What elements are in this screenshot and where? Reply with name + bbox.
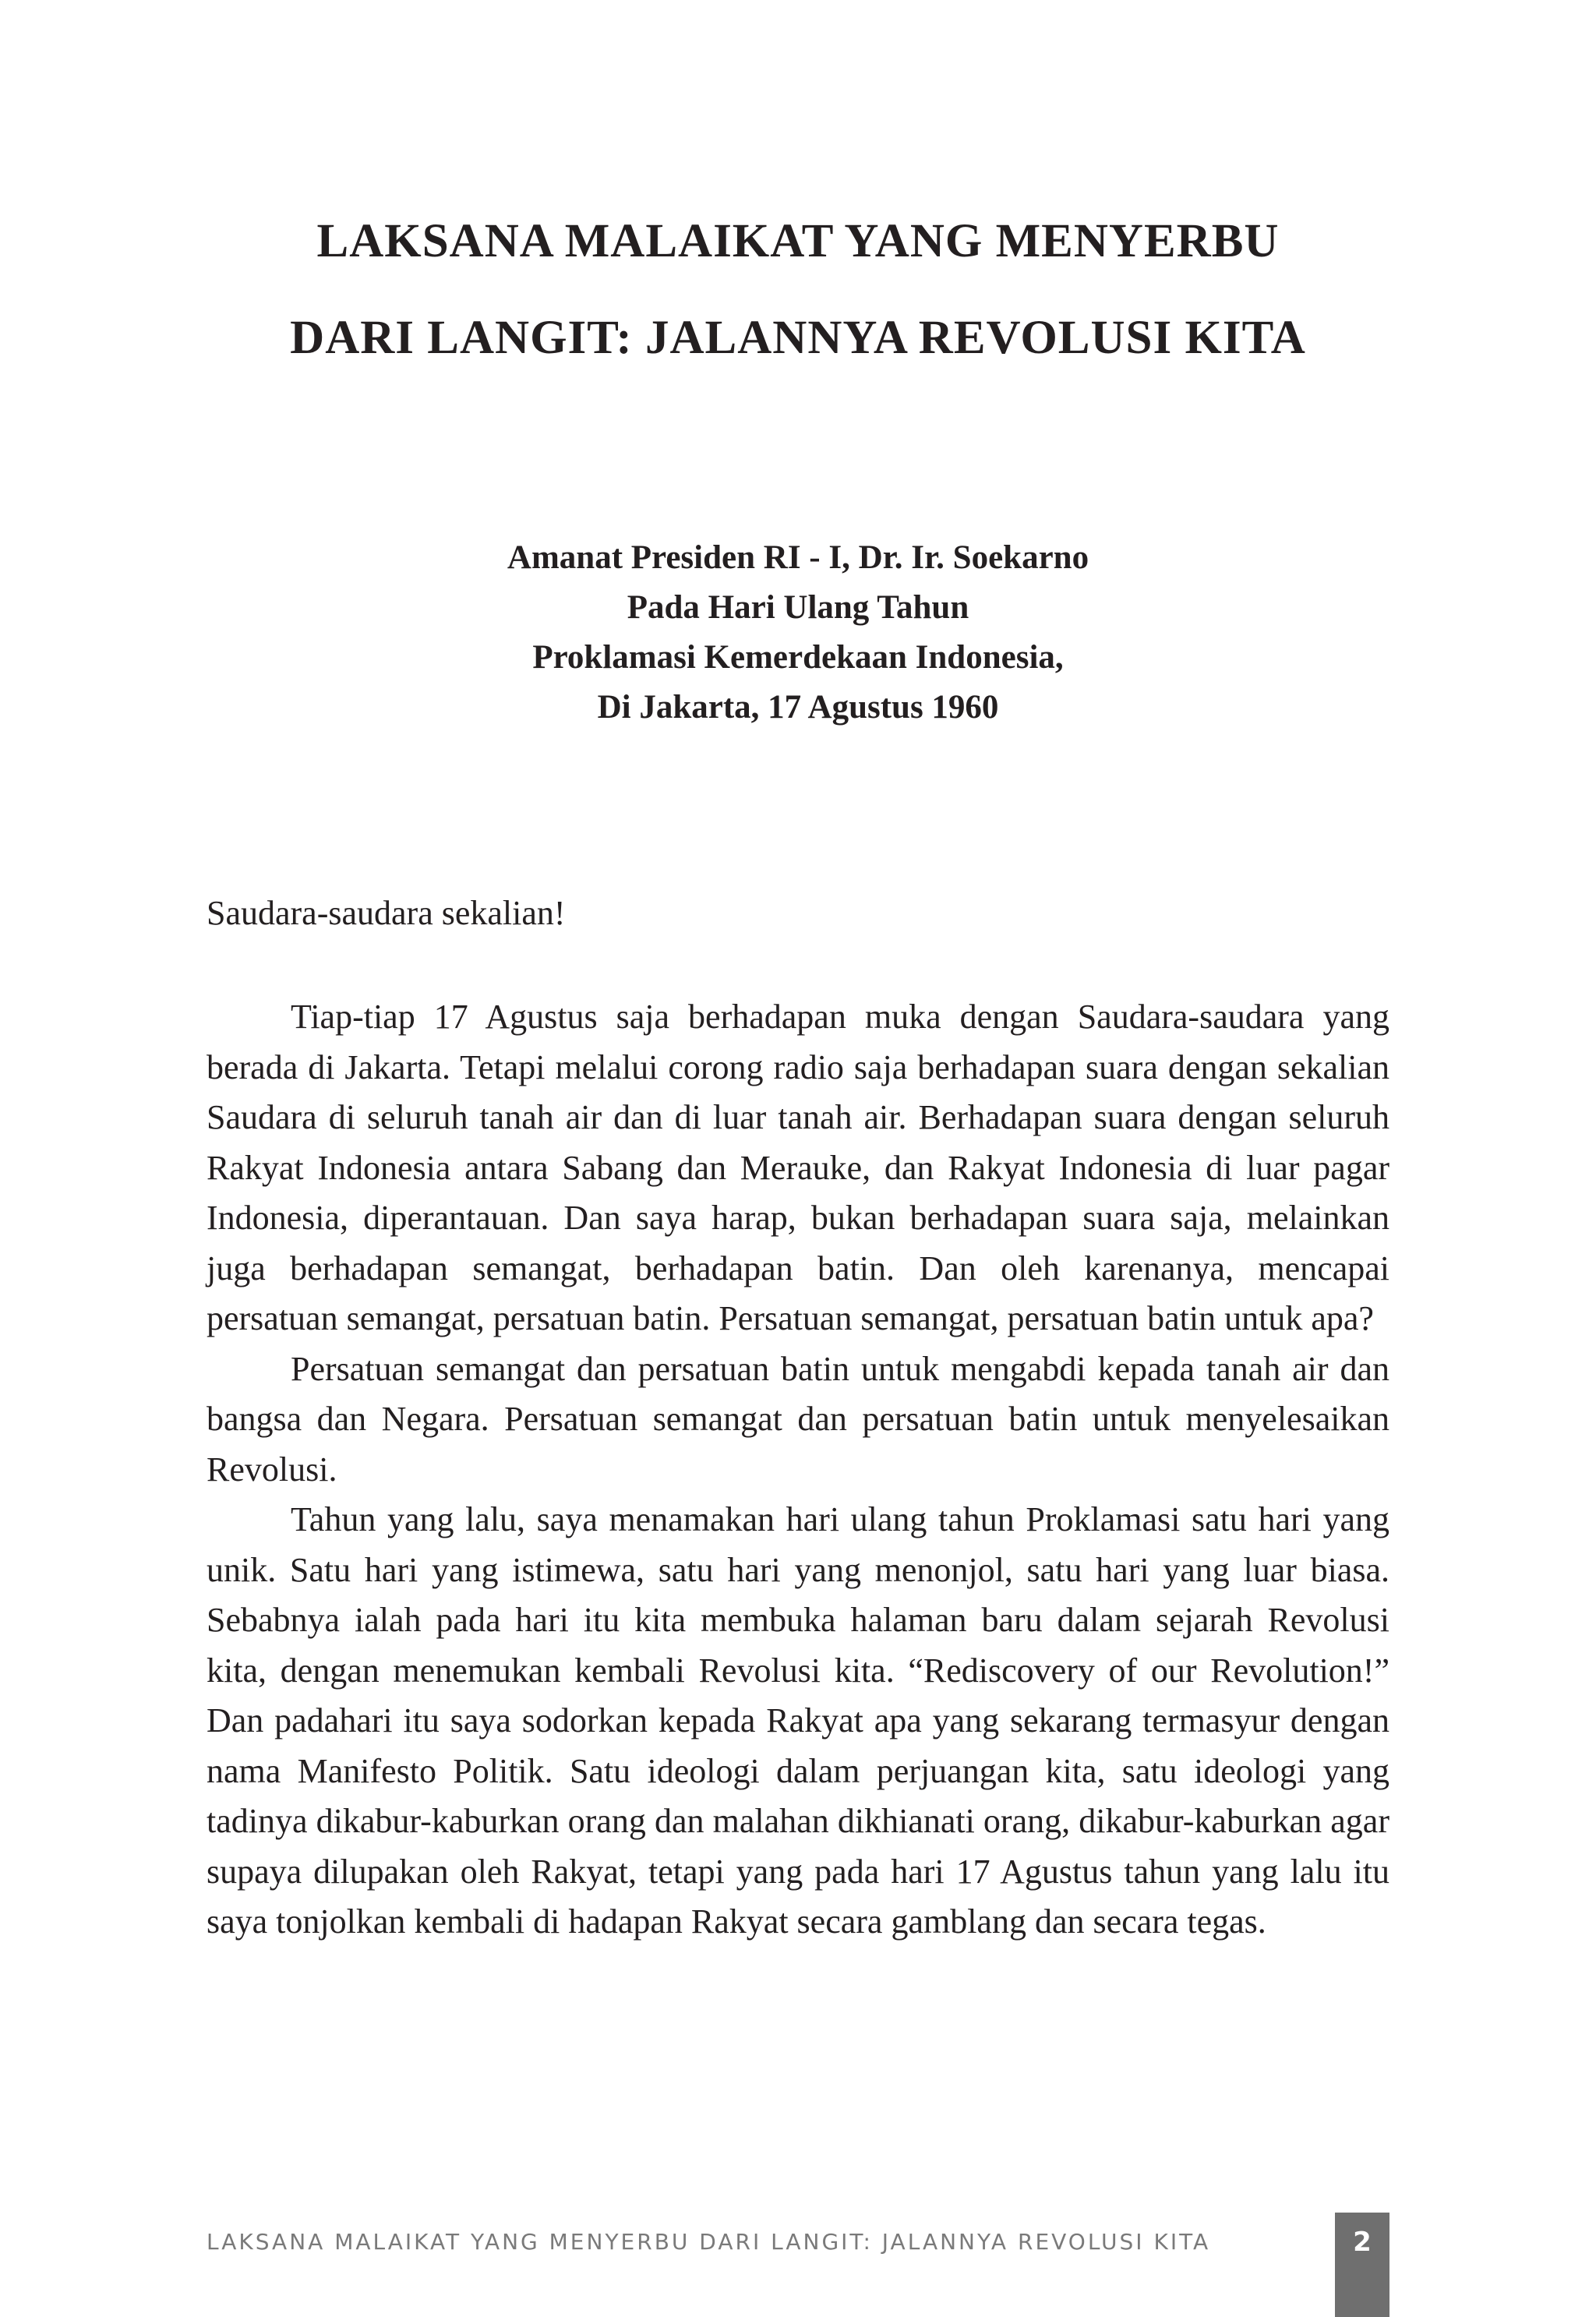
speech-subtitle: [0, 533, 1596, 733]
page-number: 2: [1353, 2227, 1372, 2258]
paragraph: Tiap-tiap 17 Agustus saja berhadapan muka dengan Saudara-saudara yang berada di Jakarta. Tetapi melalui corong radio saja berhadapan suara dengan sekalian Saudara di seluruh tanah air dan di luar tanah air. Berhadapan suara dengan seluruh Rakyat Indonesia antara Sabang dan Merauke, dan Rakyat Indonesia di luar pagar Indonesia, diperantauan. Dan saya harap, bukan berhadapan suara saja, melainkan juga berhadapan semangat, berhadapan batin. Dan oleh karenanya, mencapai persatuan semangat, persatuan batin. Persatuan semangat, persatuan batin untuk apa?: [207, 998, 1389, 1337]
body-text: [207, 992, 1389, 1948]
subtitle-line-4: Di Jakarta, 17 Agustus 1960: [597, 689, 999, 726]
subtitle-line-3: Proklamasi Kemerdekaan Indonesia,: [532, 639, 1064, 676]
page-title: [0, 193, 1596, 387]
greeting: Saudara-saudara sekalian!: [207, 894, 566, 932]
page-title-line-1: LAKSANA MALAIKAT YANG MENYERBU: [316, 215, 1280, 267]
paragraph: Persatuan semangat dan persatuan batin untuk mengabdi kepada tanah air dan bangsa dan Negara. Persatuan semangat dan persatuan batin untuk menyelesaikan Revolusi.: [207, 1349, 1389, 1489]
paragraph: Tahun yang lalu, saya menamakan hari ulang tahun Proklamasi satu hari yang unik. Satu hari yang istimewa, satu hari yang menonjol, satu hari yang luar biasa. Sebabnya ialah pada hari itu kita membuka halaman baru dalam sejarah Revolusi kita, dengan menemukan kembali Revolusi kita. “Rediscovery of our Revolution!” Dan padahari itu saya sodorkan kepada Rakyat apa yang sekarang termasyur dengan nama Manifesto Politik. Satu ideologi dalam perjuangan kita, satu ideologi yang tadinya dikabur-kaburkan orang dan malahan dikhianati orang, dikabur-kaburkan agar supaya dilupakan oleh Rakyat, tetapi yang pada hari 17 Agustus tahun yang lalu itu saya tonjolkan kembali di hadapan Rakyat secara gamblang dan secara tegas.: [207, 1500, 1389, 1941]
running-footer-title: LAKSANA MALAIKAT YANG MENYERBU DARI LANGIT: JALANNYA REVOLUSI KITA: [207, 2229, 1211, 2255]
subtitle-line-1: Amanat Presiden RI - I, Dr. Ir. Soekarno: [507, 539, 1089, 576]
page-number-tab: [1335, 2213, 1389, 2317]
page-title-line-2: DARI LANGIT: JALANNYA REVOLUSI KITA: [290, 312, 1306, 364]
subtitle-line-2: Pada Hari Ulang Tahun: [627, 589, 969, 626]
